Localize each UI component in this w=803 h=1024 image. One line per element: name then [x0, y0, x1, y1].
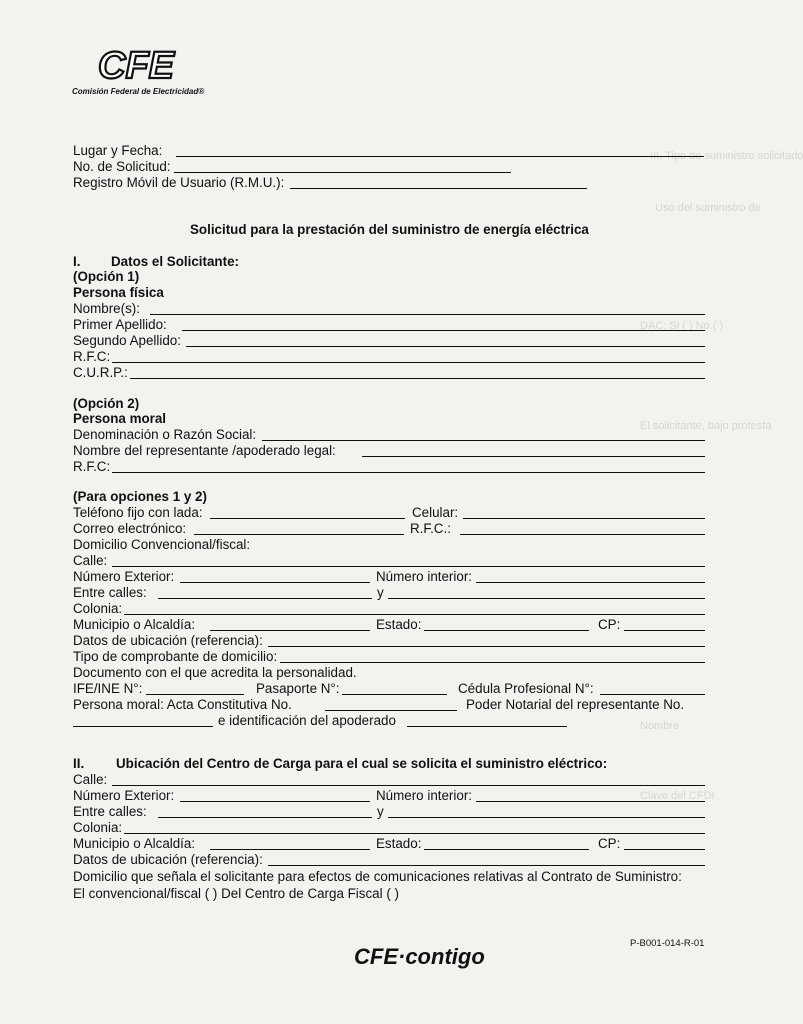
identificacion-field[interactable]: [407, 726, 567, 727]
cfe-logo-subtitle: Comisión Federal de Electricidad®: [72, 87, 205, 96]
estado-field[interactable]: [424, 630, 589, 631]
section2-number: II.: [73, 756, 85, 771]
colonia-label: Colonia:: [73, 601, 123, 616]
ife-label: IFE/INE N°:: [73, 681, 143, 696]
calle-field[interactable]: [112, 566, 705, 567]
lugar-fecha-field[interactable]: [176, 156, 704, 157]
num-interior2-label: Número interior:: [376, 788, 472, 803]
form-code: P-B001-014-R-01: [630, 938, 705, 949]
no-solicitud-field[interactable]: [174, 172, 511, 173]
celular-field[interactable]: [463, 518, 705, 519]
entre-calles2-field-2[interactable]: [388, 817, 705, 818]
pasaporte-label: Pasaporte N°:: [256, 681, 340, 696]
section2-heading: Ubicación del Centro de Carga para el cual se solicita el suministro eléctrico:: [116, 756, 608, 771]
municipio-field[interactable]: [210, 630, 370, 631]
ubicacion-label: Datos de ubicación (referencia):: [73, 633, 263, 648]
rmu-field[interactable]: [290, 188, 587, 189]
identificacion-label: e identificación del apoderado: [218, 713, 396, 728]
curp-field[interactable]: [130, 378, 705, 379]
entre-calles2-y: y: [377, 804, 384, 819]
entre-calles-label: Entre calles:: [73, 585, 147, 600]
representante-label: Nombre del representante /apoderado legal:: [73, 443, 336, 458]
denominacion-label: Denominación o Razón Social:: [73, 427, 257, 442]
domicilio-label: Domicilio Convencional/fiscal:: [73, 537, 251, 552]
cfe-contigo-logo: CFE·contigo: [354, 944, 485, 969]
rfc-fisica-label: R.F.C:: [73, 349, 111, 364]
opcion2-label: (Opción 2): [73, 396, 140, 411]
num-exterior-field[interactable]: [180, 582, 370, 583]
representante-field[interactable]: [362, 456, 705, 457]
cedula-label: Cédula Profesional N°:: [458, 681, 594, 696]
entre-calles-field-1[interactable]: [158, 598, 372, 599]
ubicacion-field[interactable]: [268, 646, 705, 647]
rfc-moral-field[interactable]: [112, 472, 705, 473]
cfe-logo-text: CFE: [98, 45, 174, 87]
domicilio-opciones-label: El convencional/fiscal ( ) Del Centro de Carga Fiscal ( ): [73, 886, 399, 901]
rfc-fisica-field[interactable]: [112, 362, 705, 363]
denominacion-field[interactable]: [262, 440, 705, 441]
celular-label: Celular:: [412, 505, 459, 520]
estado2-label: Estado:: [376, 836, 422, 851]
rfc-contacto-field[interactable]: [460, 534, 705, 535]
calle2-field[interactable]: [112, 785, 705, 786]
num-interior-field[interactable]: [476, 582, 705, 583]
primer-apellido-field[interactable]: [182, 330, 705, 331]
opcion1-label: (Opción 1): [73, 269, 140, 284]
rmu-label: Registro Móvil de Usuario (R.M.U.):: [73, 175, 285, 190]
ubicacion2-field[interactable]: [268, 865, 705, 866]
calle-label: Calle:: [73, 553, 108, 568]
colonia2-field[interactable]: [124, 833, 705, 834]
persona-moral-label: Persona moral: [73, 411, 167, 426]
nombres-field[interactable]: [150, 314, 705, 315]
domicilio-senala-label: Domicilio que señala el solicitante para efectos de comunicaciones relativas al Contrato de Suministro:: [73, 869, 682, 884]
cp-field[interactable]: [624, 630, 705, 631]
telefono-label: Teléfono fijo con lada:: [73, 505, 203, 520]
documento-label: Documento con el que acredita la personalidad.: [73, 665, 357, 680]
curp-label: C.U.R.P.:: [73, 365, 128, 380]
correo-field[interactable]: [194, 534, 404, 535]
persona-fisica-label: Persona física: [73, 285, 164, 300]
nombres-label: Nombre(s):: [73, 301, 140, 316]
colonia-field[interactable]: [124, 614, 705, 615]
estado2-field[interactable]: [424, 849, 589, 850]
municipio-label: Municipio o Alcaldía:: [73, 617, 196, 632]
entre-calles2-field-1[interactable]: [158, 817, 372, 818]
form-title: Solicitud para la prestación del suministro de energía eléctrica: [190, 222, 589, 237]
acta-constitutiva-label: Persona moral: Acta Constitutiva No.: [73, 697, 292, 712]
num-exterior-label: Número Exterior:: [73, 569, 175, 584]
no-solicitud-label: No. de Solicitud:: [73, 159, 171, 174]
section1-number: I.: [73, 254, 81, 269]
cp-label: CP:: [598, 617, 621, 632]
comprobante-field[interactable]: [280, 662, 705, 663]
telefono-field[interactable]: [210, 518, 405, 519]
section1-heading: Datos el Solicitante:: [111, 254, 239, 269]
ubicacion2-label: Datos de ubicación (referencia):: [73, 852, 263, 867]
num-interior-label: Número interior:: [376, 569, 472, 584]
estado-label: Estado:: [376, 617, 422, 632]
cfe-logo: [98, 44, 174, 87]
opciones-1-2-label: (Para opciones 1 y 2): [73, 489, 207, 504]
colonia2-label: Colonia:: [73, 820, 123, 835]
primer-apellido-label: Primer Apellido:: [73, 317, 167, 332]
comprobante-label: Tipo de comprobante de domicilio:: [73, 649, 278, 664]
num-exterior2-field[interactable]: [180, 801, 370, 802]
ife-field[interactable]: [146, 694, 244, 695]
cp2-field[interactable]: [624, 849, 705, 850]
municipio2-field[interactable]: [210, 849, 370, 850]
correo-label: Correo electrónico:: [73, 521, 187, 536]
segundo-apellido-label: Segundo Apellido:: [73, 333, 181, 348]
municipio2-label: Municipio o Alcaldía:: [73, 836, 196, 851]
poder-notarial-label: Poder Notarial del representante No.: [466, 697, 685, 712]
entre-calles-y: y: [377, 585, 384, 600]
lugar-fecha-label: Lugar y Fecha:: [73, 143, 163, 158]
entre-calles-field-2[interactable]: [388, 598, 705, 599]
acta-constitutiva-field[interactable]: [325, 710, 457, 711]
num-interior2-field[interactable]: [476, 801, 705, 802]
pasaporte-field[interactable]: [342, 694, 447, 695]
rfc-moral-label: R.F.C:: [73, 459, 111, 474]
segundo-apellido-field[interactable]: [186, 346, 705, 347]
calle2-label: Calle:: [73, 772, 108, 787]
cedula-field[interactable]: [600, 694, 705, 695]
rfc-contacto-label: R.F.C.:: [410, 521, 451, 536]
entre-calles2-label: Entre calles:: [73, 804, 147, 819]
poder-notarial-field[interactable]: [73, 726, 213, 727]
num-exterior2-label: Número Exterior:: [73, 788, 175, 803]
cp2-label: CP:: [598, 836, 621, 851]
